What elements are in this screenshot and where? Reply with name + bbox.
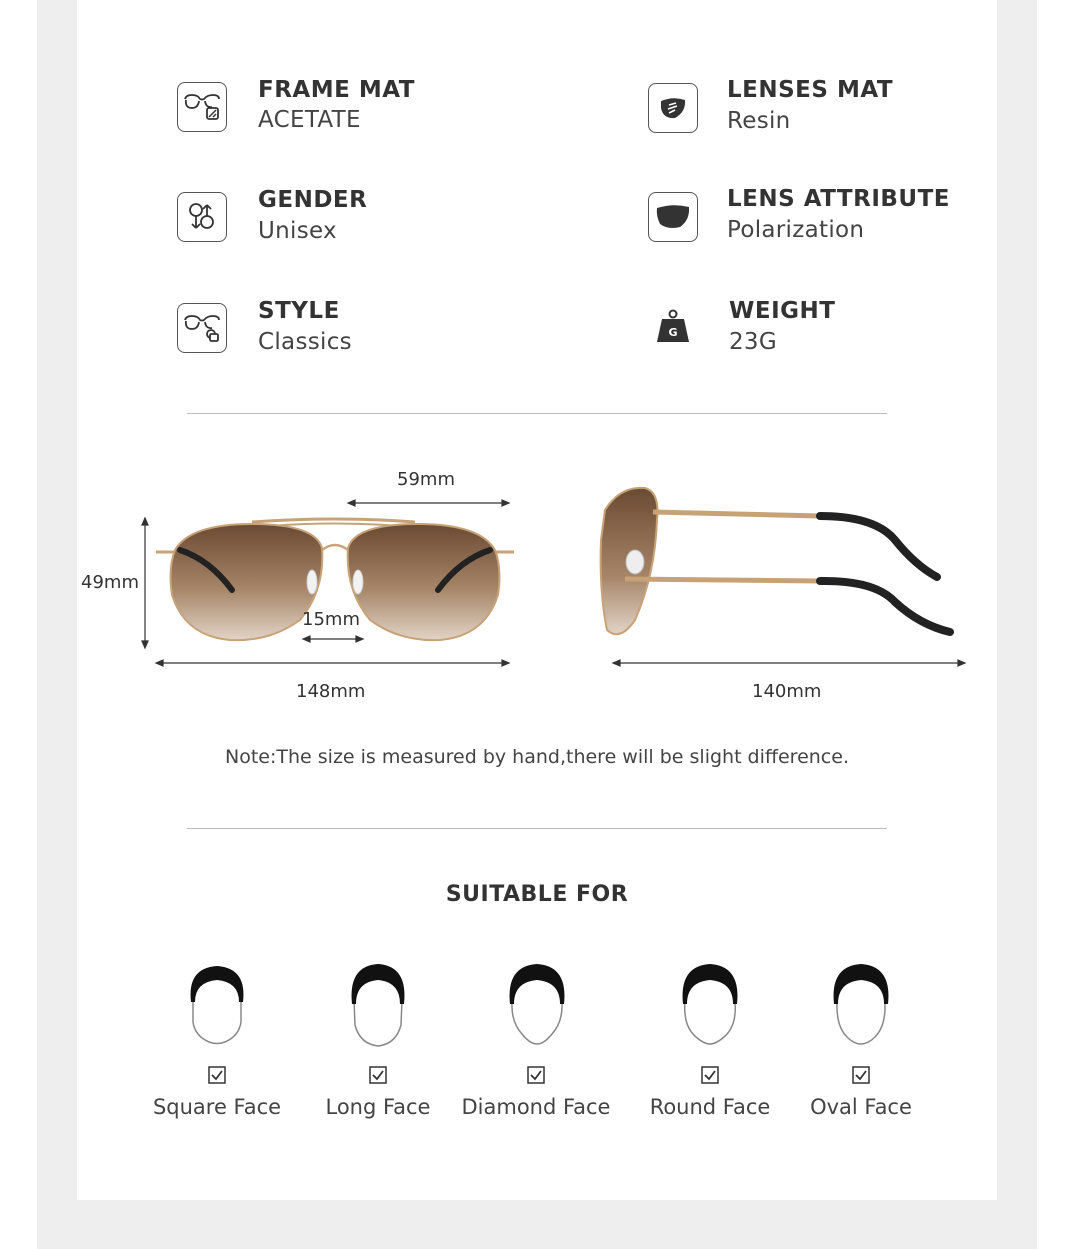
divider [187,828,887,829]
spec-value: 23G [729,329,777,355]
check-icon [852,1066,870,1084]
check-icon [527,1066,545,1084]
face-label: Oval Face [810,1095,912,1119]
spec-value: ACETATE [258,107,361,133]
diamond-face-icon [508,960,566,1048]
spec-value: Polarization [727,217,865,243]
face-label: Long Face [325,1095,431,1119]
square-face-icon [187,960,247,1048]
face-label: Square Face [152,1095,282,1119]
face-diamond [451,960,621,1130]
temple-length-label: 140mm [752,681,822,702]
check-icon [369,1066,387,1084]
face-round [625,960,795,1130]
face-square [132,960,302,1130]
face-oval [776,960,946,1130]
check-icon [701,1066,719,1084]
bridge-width-label: 15mm [302,609,360,630]
round-face-icon [680,960,740,1048]
spec-title: GENDER [258,187,368,213]
face-label: Diamond Face [461,1095,611,1119]
face-label: Round Face [649,1095,771,1119]
spec-title: LENSES MAT [727,77,894,103]
long-face-icon [350,960,406,1050]
lens-width-label: 59mm [397,469,455,490]
spec-value: Unisex [258,218,337,244]
check-icon [208,1066,226,1084]
spec-title: WEIGHT [729,298,836,324]
spec-title: LENS ATTRIBUTE [727,186,950,212]
weight-icon-letter: G [668,326,678,339]
oval-face-icon [832,960,890,1048]
spec-value: Resin [727,108,791,134]
spec-title: STYLE [258,298,340,324]
suitable-for-title: SUITABLE FOR [445,882,629,907]
spec-value: Classics [258,329,352,355]
spec-title: FRAME MAT [258,77,415,103]
lens-height-label: 49mm [81,572,139,593]
glasses-side-view [595,480,965,650]
frame-width-label: 148mm [296,681,366,702]
face-long [293,960,463,1130]
measurement-note: Note:The size is measured by hand,there will be slight difference. [225,746,849,768]
